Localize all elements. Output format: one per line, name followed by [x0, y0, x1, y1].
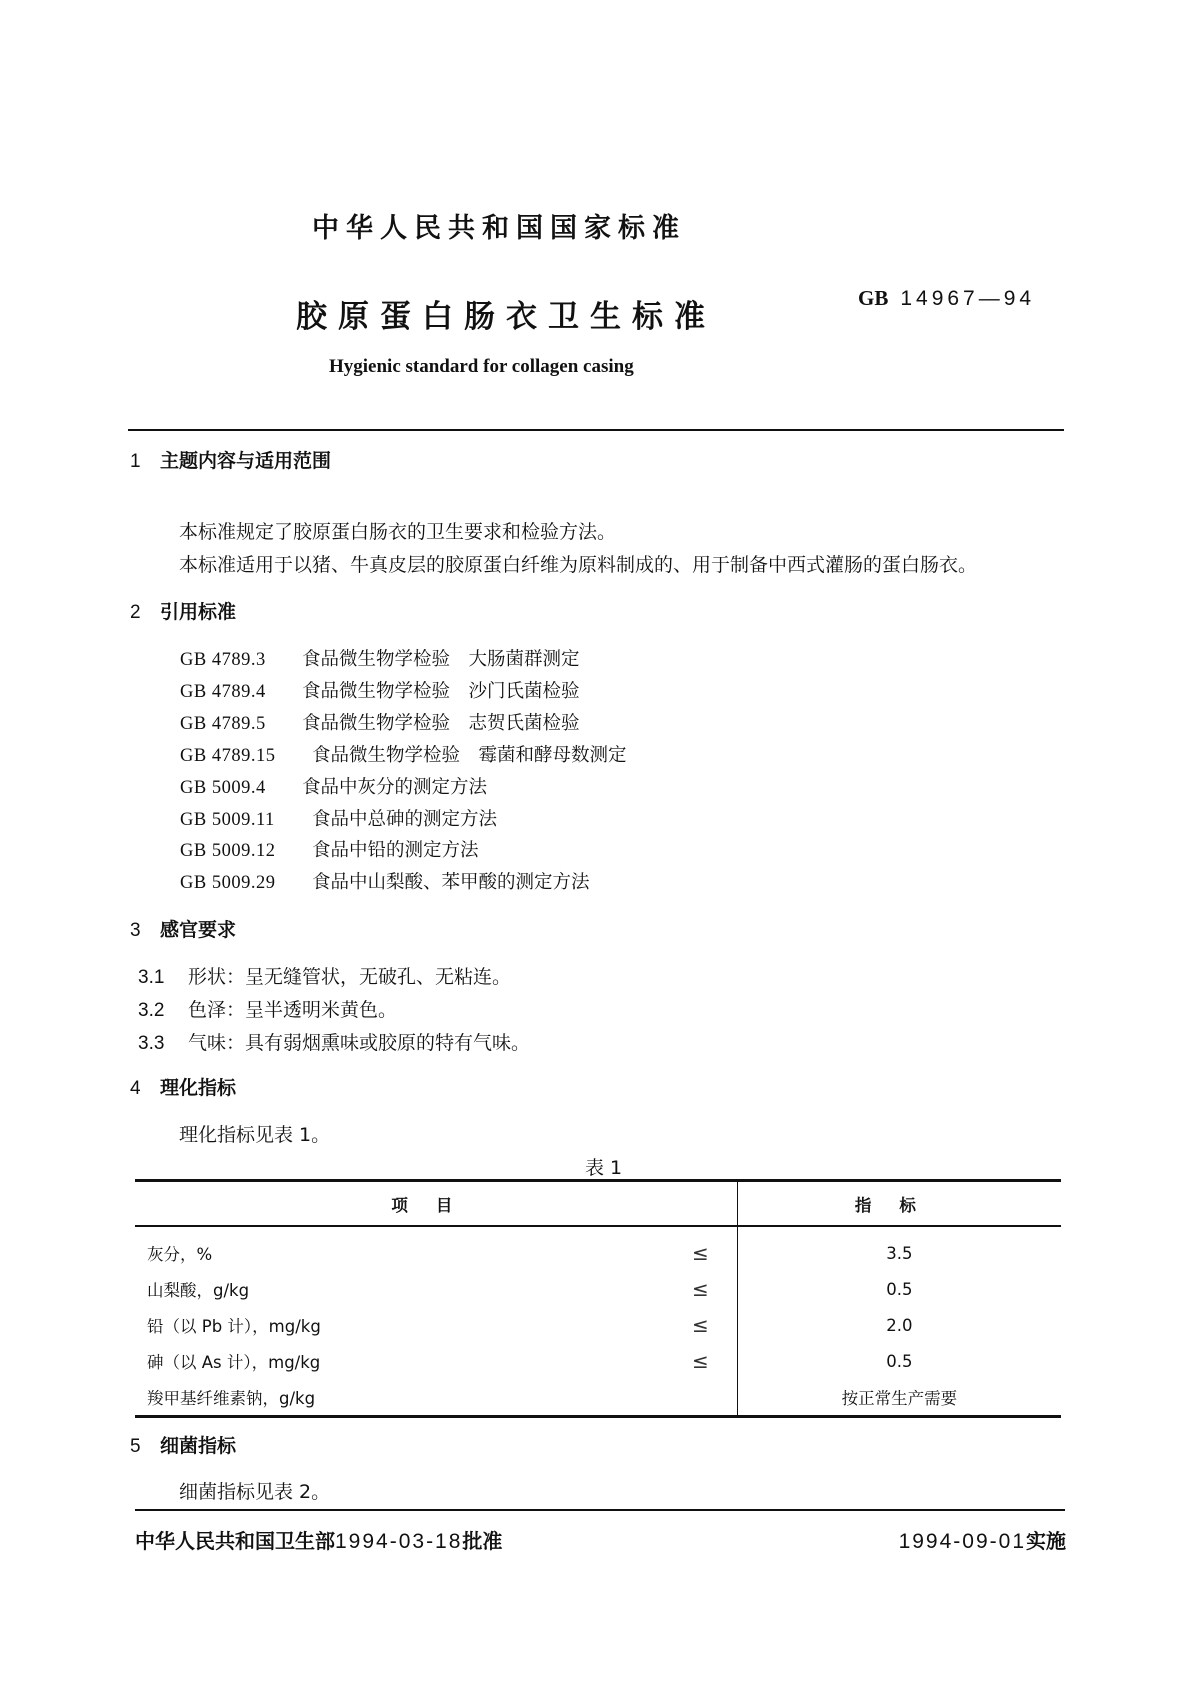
- section-title: 主题内容与适用范围: [160, 450, 332, 472]
- row-item: 铅（以 Pb 计），mg/kg: [147, 1317, 321, 1336]
- english-title: Hygienic standard for collagen casing: [329, 356, 634, 377]
- footer-divider: [135, 1509, 1065, 1511]
- table-caption: 表 1: [585, 1157, 623, 1179]
- item-number: 3.1: [138, 967, 165, 988]
- requirement-item: [138, 1028, 530, 1055]
- reference-name: 食品中铅的测定方法: [312, 840, 479, 861]
- less-equal-icon: ≤: [692, 1313, 709, 1337]
- header-value: 指标: [737, 1181, 1061, 1227]
- row-item: 羧甲基纤维素钠，g/kg: [135, 1379, 692, 1417]
- requirement-item: [138, 962, 511, 989]
- row-value: 2.0: [737, 1307, 1061, 1343]
- reference-name: 食品中山梨酸、苯甲酸的测定方法: [312, 872, 590, 893]
- reference-item: [180, 709, 580, 735]
- section-number: 5: [130, 1436, 141, 1457]
- less-equal-icon: ≤: [692, 1349, 709, 1373]
- reference-name: 食品微生物学检验 沙门氏菌检验: [302, 681, 580, 702]
- table-row: [135, 1226, 1061, 1271]
- section-3-heading: [130, 915, 236, 942]
- item-text: 色泽：呈半透明米黄色。: [188, 999, 398, 1021]
- reference-item: [180, 805, 497, 831]
- national-standard-label: 中华人民共和国国家标准: [312, 213, 686, 244]
- reference-item: [180, 741, 627, 767]
- row-operator: [692, 1379, 737, 1417]
- reference-code: GB 5009.4: [180, 778, 266, 798]
- reference-item: [180, 868, 590, 894]
- section-5-heading: [130, 1431, 236, 1458]
- less-equal-icon: ≤: [692, 1277, 709, 1301]
- item-number: 3.3: [138, 1033, 165, 1054]
- physicochemical-table: [135, 1179, 1061, 1418]
- effective-statement: [899, 1525, 1066, 1554]
- table-row: [135, 1379, 1061, 1417]
- standard-code-number: 14967—94: [900, 287, 1036, 310]
- reference-code: GB 4789.4: [180, 682, 266, 702]
- section-number: 4: [130, 1078, 141, 1099]
- section-number: 3: [130, 920, 141, 941]
- section-number: 2: [130, 602, 141, 623]
- reference-code: GB 4789.15: [180, 746, 276, 766]
- row-item: 灰分，%: [147, 1245, 213, 1264]
- effective-suffix: 实施: [1026, 1529, 1066, 1553]
- row-value: 0.5: [737, 1271, 1061, 1307]
- reference-name: 食品中总砷的测定方法: [312, 809, 498, 830]
- section-4-heading: [130, 1073, 236, 1100]
- reference-code: GB 5009.29: [180, 873, 276, 893]
- approval-org: 中华人民共和国卫生部: [135, 1529, 335, 1553]
- section-2-heading: [130, 597, 236, 624]
- section-1-heading: [130, 446, 331, 473]
- reference-item: [180, 677, 580, 703]
- table-row: [135, 1307, 1061, 1343]
- item-text: 形状：呈无缝管状，无破孔、无粘连。: [188, 966, 512, 988]
- reference-item: [180, 645, 580, 671]
- standard-code-prefix: GB: [858, 286, 889, 310]
- item-text: 气味：具有弱烟熏味或胶原的特有气味。: [188, 1032, 531, 1054]
- row-item: 砷（以 As 计），mg/kg: [147, 1353, 321, 1372]
- reference-code: GB 4789.3: [180, 650, 266, 670]
- less-equal-icon: ≤: [692, 1241, 709, 1265]
- item-number: 3.2: [138, 1000, 165, 1021]
- row-value: 按正常生产需要: [737, 1379, 1061, 1417]
- header-divider: [128, 429, 1064, 431]
- section-title: 感官要求: [160, 919, 237, 941]
- section-title: 理化指标: [160, 1077, 237, 1099]
- approval-date: 1994-03-18: [335, 1530, 463, 1553]
- document-title: 胶原蛋白肠衣卫生标准: [296, 299, 716, 335]
- table-row: [135, 1271, 1061, 1307]
- reference-code: GB 4789.5: [180, 714, 266, 734]
- approval-statement: [135, 1525, 502, 1554]
- reference-name: 食品微生物学检验 大肠菌群测定: [302, 649, 580, 670]
- standard-code: [858, 286, 1035, 311]
- row-item: 山梨酸，g/kg: [147, 1281, 250, 1300]
- reference-item: [180, 836, 479, 862]
- reference-name: 食品中灰分的测定方法: [302, 777, 488, 798]
- reference-name: 食品微生物学检验 志贺氏菌检验: [302, 713, 580, 734]
- paragraph: 细菌指标见表 2。: [179, 1481, 331, 1503]
- effective-date: 1994-09-01: [898, 1530, 1026, 1553]
- paragraph: 本标准规定了胶原蛋白肠衣的卫生要求和检验方法。: [179, 521, 617, 543]
- table-row: [135, 1343, 1061, 1379]
- section-number: 1: [130, 451, 141, 472]
- reference-code: GB 5009.12: [180, 841, 276, 861]
- reference-item: [180, 773, 487, 799]
- section-title: 细菌指标: [160, 1435, 237, 1457]
- approval-suffix: 批准: [462, 1529, 503, 1553]
- header-item: 项目: [135, 1181, 737, 1227]
- requirement-item: [138, 995, 397, 1022]
- row-value: 0.5: [737, 1343, 1061, 1379]
- section-title: 引用标准: [160, 601, 237, 623]
- paragraph: 本标准适用于以猪、牛真皮层的胶原蛋白纤维为原料制成的、用于制备中西式灌肠的蛋白肠衣。: [179, 554, 978, 576]
- reference-code: GB 5009.11: [180, 810, 275, 830]
- paragraph: 理化指标见表 1。: [179, 1124, 331, 1146]
- table-header-row: [135, 1181, 1061, 1227]
- row-value: 3.5: [737, 1226, 1061, 1271]
- reference-name: 食品微生物学检验 霉菌和酵母数测定: [312, 745, 627, 766]
